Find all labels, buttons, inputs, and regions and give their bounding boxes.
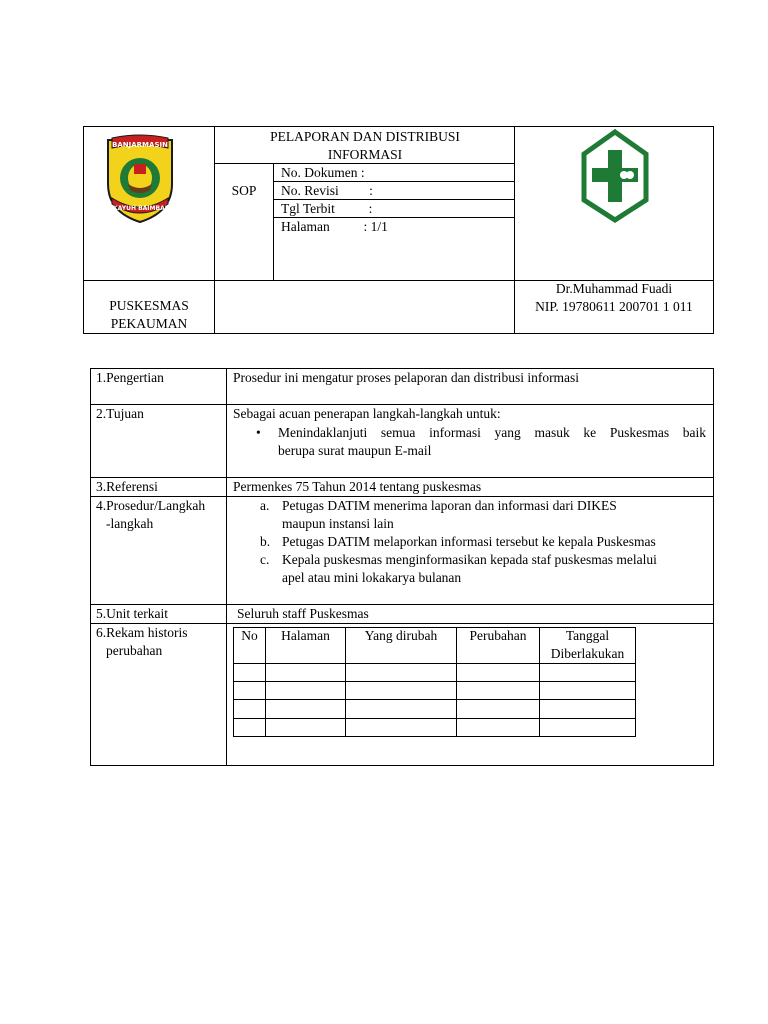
no-revisi: No. Revisi : [281, 183, 373, 198]
signer-name: Dr.Muhammad Fuadi [555, 281, 673, 296]
tujuan-bullet-line1: Menindaklanjuti semua informasi yang masuk ke Puskesmas baik [278, 425, 706, 440]
sop-label: SOP [231, 183, 257, 198]
col-header-yang-dirubah: Yang dirubah [364, 628, 438, 643]
tujuan-intro: Sebagai acuan penerapan langkah-langkah untuk: [233, 406, 501, 421]
pengertian-label: 1.Pengertian [96, 370, 164, 385]
document-title-line1: PELAPORAN DAN DISTRIBUSI [270, 129, 460, 144]
col-header-no: No [241, 628, 258, 643]
step-a-marker: a. [260, 498, 270, 513]
unit-text: Seluruh staff Puskesmas [237, 606, 369, 621]
crest-top-text: BANJARMASIN [112, 141, 168, 149]
rekam-label-line2: perubahan [106, 643, 163, 658]
puskesmas-name-line1: PUSKESMAS [109, 298, 189, 313]
step-b-marker: b. [260, 534, 271, 549]
referensi-text: Permenkes 75 Tahun 2014 tentang puskesmas [233, 479, 482, 494]
prosedur-label-line1: 4.Prosedur/Langkah [96, 498, 206, 513]
col-header-halaman: Halaman [281, 628, 330, 643]
prosedur-label-line2: -langkah [106, 516, 154, 531]
pengertian-text: Prosedur ini mengatur proses pelaporan dan distribusi informasi [233, 370, 580, 385]
puskesmas-name-line2: PEKAUMAN [110, 316, 188, 331]
tujuan-label: 2.Tujuan [96, 406, 144, 421]
referensi-label: 3.Referensi [96, 479, 158, 494]
halaman: Halaman : 1/1 [281, 219, 388, 234]
tgl-terbit: Tgl Terbit : [281, 201, 373, 216]
unit-label: 5.Unit terkait [96, 606, 168, 621]
signer-nip: NIP. 19780611 200701 1 011 [535, 299, 693, 314]
rekam-label-line1: 6.Rekam historis [96, 625, 188, 640]
step-c-line1: Kepala puskesmas menginformasikan kepada staf puskesmas melalui [282, 552, 657, 567]
step-c-line2: apel atau mini lokakarya bulanan [282, 570, 462, 585]
col-header-diberlakukan: Diberlakukan [550, 646, 625, 661]
puskesmas-logo [580, 128, 650, 224]
tujuan-bullet-line2: berupa surat maupun E-mail [278, 443, 432, 458]
step-a-line1: Petugas DATIM menerima laporan dan informasi dari DIKES [282, 498, 617, 513]
step-c-marker: c. [260, 552, 270, 567]
document-title-line2: INFORMASI [327, 147, 403, 162]
col-header-tanggal: Tanggal [565, 628, 610, 643]
banjarmasin-crest-logo [104, 134, 176, 224]
crest-bottom-text: KAYUH BAIMBAI [113, 205, 167, 212]
col-header-perubahan: Perubahan [469, 628, 527, 643]
no-dokumen: No. Dokumen : [281, 165, 365, 180]
bullet-icon: • [256, 425, 261, 440]
step-a-line2: maupun instansi lain [282, 516, 394, 531]
step-b-line1: Petugas DATIM melaporkan informasi tersebut ke kepala Puskesmas [282, 534, 656, 549]
